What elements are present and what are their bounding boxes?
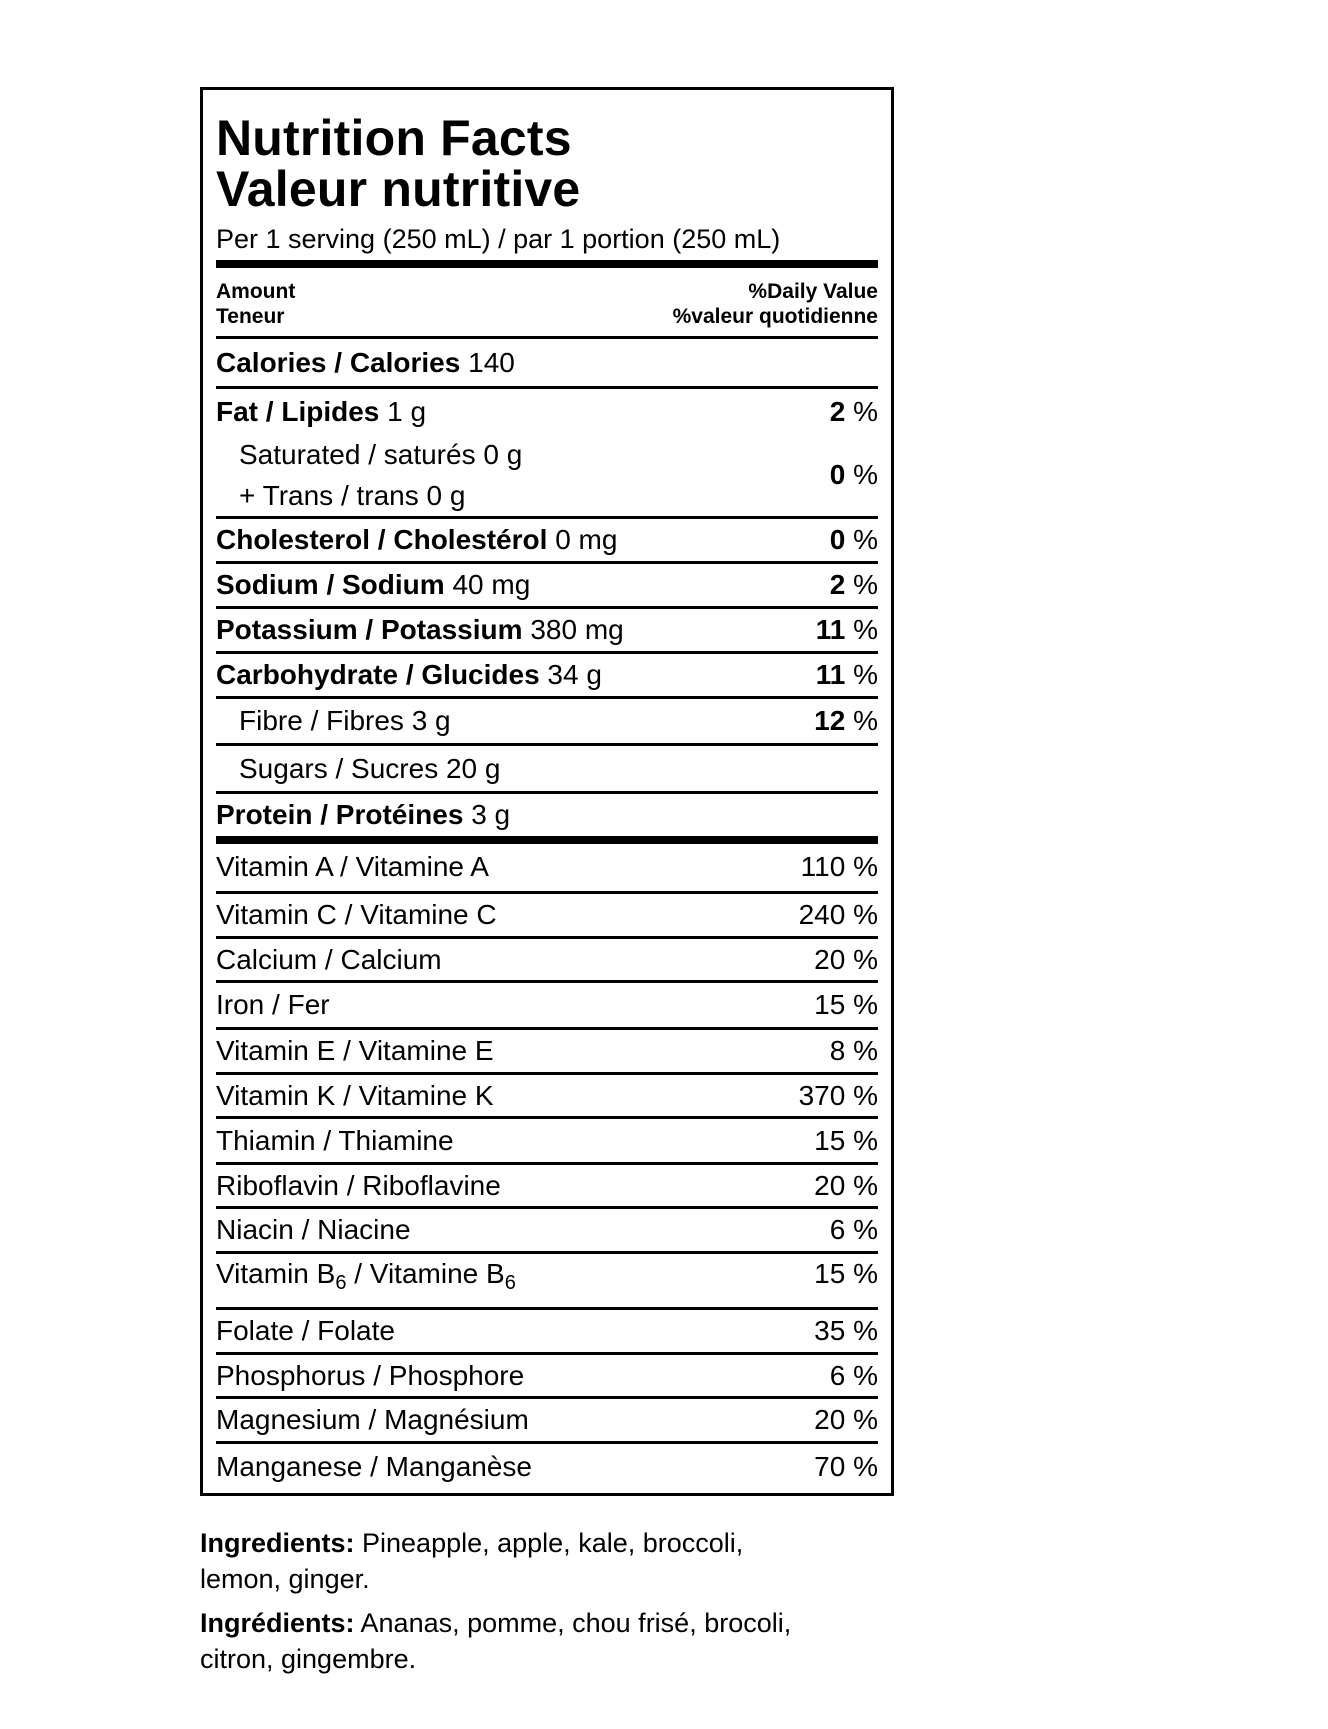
daily-value-header-fr: %valeur quotidienne — [672, 305, 878, 328]
thiamin-label: Thiamin / Thiamine — [216, 1124, 454, 1156]
vitamin-a-value: 110 % — [800, 850, 878, 882]
trans-label: + Trans / trans 0 g — [239, 479, 466, 511]
potassium-pct: 11 — [815, 614, 846, 645]
cholesterol-row — [216, 519, 878, 561]
sodium-row — [216, 564, 878, 606]
ingredients-heading-fr: Ingrédients: — [200, 1608, 355, 1638]
saturated-label: Saturated / saturés 0 g — [239, 438, 523, 470]
ingredients-french — [200, 1605, 920, 1677]
sugars-label: Sugars / Sucres 20 g — [239, 752, 501, 784]
magnesium-label: Magnesium / Magnésium — [216, 1404, 529, 1435]
fat-pct: 2 — [829, 395, 846, 427]
calories-row — [216, 341, 878, 384]
carbohydrate-amount: 34 g — [547, 659, 602, 690]
fibre-pct-unit: % — [853, 705, 878, 736]
potassium-pct-unit: % — [853, 614, 878, 645]
title-french: Valeur nutritive — [216, 161, 581, 217]
sodium-pct-unit: % — [853, 569, 878, 600]
niacin-value: 6 % — [829, 1214, 878, 1245]
thiamin-row — [216, 1119, 878, 1162]
vitamin-c-row — [216, 894, 878, 936]
manganese-value: 70 % — [814, 1451, 878, 1482]
fat-label: Fat / Lipides — [216, 395, 380, 427]
vitamin-a-label: Vitamin A / Vitamine A — [216, 850, 489, 882]
vitamin-k-row — [216, 1075, 878, 1116]
amount-header-en: Amount — [216, 280, 296, 303]
vitamin-e-value: 8 % — [829, 1035, 878, 1066]
thick-divider-vitamins — [216, 836, 878, 844]
sugars-row — [216, 746, 878, 791]
folate-label: Folate / Folate — [216, 1315, 395, 1346]
thick-divider-top — [216, 260, 878, 268]
vitamin-e-row — [216, 1030, 878, 1072]
carbohydrate-pct: 11 — [815, 659, 846, 690]
fibre-pct: 12 — [814, 705, 846, 736]
vitamin-b6-value: 15 % — [814, 1258, 878, 1289]
phosphorus-label: Phosphorus / Phosphore — [216, 1359, 525, 1391]
vitamin-b6-label-fr: / Vitamine B — [346, 1258, 505, 1289]
daily-value-header-en: %Daily Value — [748, 280, 878, 303]
ingredients-text-en: Pineapple, apple, kale, broccoli, — [354, 1528, 744, 1558]
ingredients-text-en-line2: lemon, ginger. — [200, 1564, 370, 1594]
sodium-label: Sodium / Sodium — [216, 569, 445, 600]
riboflavin-label: Riboflavin / Riboflavine — [216, 1169, 501, 1201]
vitamin-b6-label-en: Vitamin B — [216, 1258, 336, 1289]
manganese-row — [216, 1444, 878, 1490]
phosphorus-row — [216, 1355, 878, 1396]
vitamin-e-label: Vitamin E / Vitamine E — [216, 1035, 494, 1066]
magnesium-row — [216, 1399, 878, 1441]
cholesterol-pct-unit: % — [853, 524, 878, 555]
nutrition-facts-panel — [200, 87, 894, 1496]
ingredients-text-fr: Ananas, pomme, chou frisé, brocoli, — [354, 1608, 792, 1638]
calcium-label: Calcium / Calcium — [216, 943, 442, 975]
magnesium-value: 20 % — [814, 1404, 878, 1435]
vitamin-b6-subscript-fr: 6 — [504, 1272, 516, 1294]
fat-amount: 1 g — [387, 395, 427, 427]
carbohydrate-row — [216, 654, 878, 696]
protein-label: Protein / Protéines — [216, 798, 464, 830]
trans-pct: 0 — [829, 459, 846, 490]
vitamin-c-label: Vitamin C / Vitamine C — [216, 899, 497, 930]
niacin-row — [216, 1209, 878, 1251]
protein-row — [216, 794, 878, 835]
thiamin-value: 15 % — [814, 1124, 878, 1156]
phosphorus-value: 6 % — [829, 1359, 878, 1391]
fibre-row — [216, 699, 878, 743]
calcium-value: 20 % — [814, 943, 878, 975]
vitamin-k-value: 370 % — [798, 1079, 878, 1111]
ingredients-heading-en: Ingredients: — [200, 1528, 355, 1558]
potassium-amount: 380 mg — [530, 614, 624, 645]
sodium-pct: 2 — [829, 569, 846, 600]
calories-label: Calories / Calories — [216, 346, 461, 378]
vitamin-b6-subscript-en: 6 — [335, 1272, 347, 1294]
potassium-row — [216, 609, 878, 651]
saturated-trans-pct-row — [216, 434, 878, 516]
iron-row — [216, 983, 878, 1027]
vitamin-b6-row — [216, 1254, 878, 1302]
potassium-label: Potassium / Potassium — [216, 614, 523, 645]
iron-value: 15 % — [814, 989, 878, 1020]
manganese-label: Manganese / Manganèse — [216, 1451, 532, 1482]
riboflavin-row — [216, 1165, 878, 1206]
iron-label: Iron / Fer — [216, 989, 330, 1020]
ingredients-english — [200, 1525, 920, 1597]
cholesterol-amount: 0 mg — [555, 524, 618, 555]
calories-value: 140 — [468, 346, 515, 378]
fat-row — [216, 389, 878, 434]
carbohydrate-label: Carbohydrate / Glucides — [216, 659, 540, 690]
protein-amount: 3 g — [471, 798, 511, 830]
cholesterol-label: Cholesterol / Cholestérol — [216, 524, 548, 555]
vitamin-a-row — [216, 844, 878, 889]
fat-pct-unit: % — [853, 395, 878, 427]
vitamin-k-label: Vitamin K / Vitamine K — [216, 1079, 494, 1111]
title-english: Nutrition Facts — [216, 110, 572, 166]
carbohydrate-pct-unit: % — [853, 659, 878, 690]
trans-pct-unit: % — [853, 459, 878, 490]
calcium-row — [216, 939, 878, 980]
sodium-amount: 40 mg — [452, 569, 531, 600]
vitamin-c-value: 240 % — [798, 899, 878, 930]
serving-size: Per 1 serving (250 mL) / par 1 portion (250 mL) — [216, 224, 781, 254]
divider — [216, 336, 878, 339]
amount-header-fr: Teneur — [216, 305, 285, 328]
ingredients-text-fr-line2: citron, gingembre. — [200, 1644, 417, 1674]
fibre-label: Fibre / Fibres 3 g — [239, 705, 451, 736]
niacin-label: Niacin / Niacine — [216, 1214, 411, 1245]
riboflavin-value: 20 % — [814, 1169, 878, 1201]
folate-value: 35 % — [814, 1315, 878, 1346]
cholesterol-pct: 0 — [829, 524, 846, 555]
folate-row — [216, 1310, 878, 1352]
